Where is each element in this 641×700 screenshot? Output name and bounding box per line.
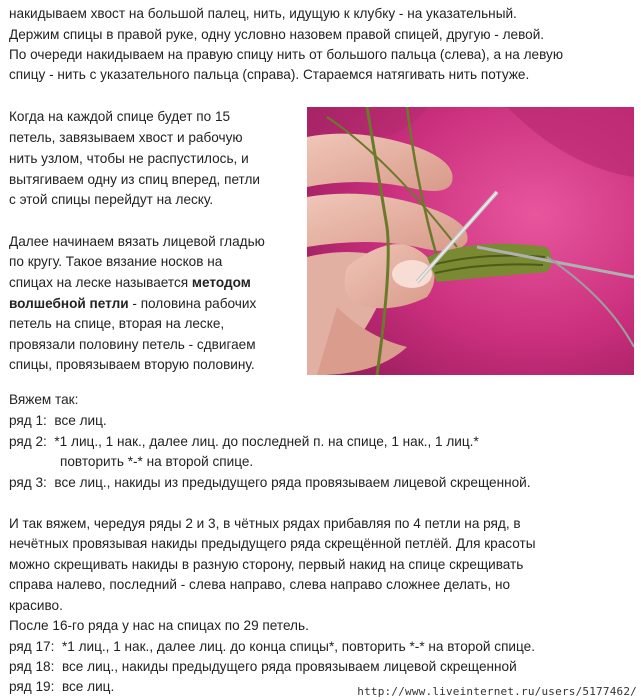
para3-line-5: петель на спице, вторая на леске,: [9, 316, 225, 331]
para2-line-5: с этой спицы перейдут на леску.: [9, 192, 214, 207]
row-1: [9, 411, 107, 431]
para3-line-4: [9, 294, 256, 314]
row-label: ряд 19:: [9, 679, 55, 694]
row-label: ряд 17:: [9, 639, 55, 654]
para3-line-3: [9, 273, 251, 293]
row-text: *1 лиц., 1 нак., далее лиц. до конца спицы*, повторить *-* на второй спице.: [61, 639, 535, 654]
row-text: все лиц.: [54, 413, 107, 428]
para3-line-2: по кругу. Такое вязание носков на: [9, 254, 223, 269]
intro-line-1: накидываем хвост на большой палец, нить, идущую к клубку - на указательный.: [9, 6, 517, 21]
row-19: [9, 677, 114, 697]
para3-line-6: провязали половину петель - сдвигаем: [9, 337, 256, 352]
rows-intro: Вяжем так:: [9, 392, 79, 407]
intro-line-2: Держим спицы в правой руке, одну условно назовем правой спицей, другую - левой.: [9, 27, 545, 42]
row-label: ряд 1:: [9, 413, 47, 428]
row-label: ряд 3:: [9, 475, 47, 490]
intro-line-3: По очереди накидываем на правую спицу нить от большого пальца (слева), а на левую: [9, 47, 564, 62]
row-label: ряд 2:: [9, 434, 47, 449]
para2-line-4: вытягиваем одну из спиц вперед, петли: [9, 172, 261, 187]
row-text: все лиц.: [61, 679, 115, 694]
para4-line-6: После 16-го ряда у нас на спицах по 29 петель.: [9, 618, 309, 633]
knitting-photo: [307, 107, 634, 375]
para2-line-2: петель, завязываем хвост и рабочую: [9, 130, 243, 145]
watermark-url: http://www.liveinternet.ru/users/5177462/: [357, 685, 637, 698]
para3-line-1: Далее начинаем вязать лицевой гладью: [9, 234, 265, 249]
para4-line-2: нечётных провязывая накиды предыдущего ряда скрещённой петлёй. Для красоты: [9, 536, 536, 551]
method-bold: методом: [191, 275, 251, 290]
row-2: [9, 432, 479, 452]
row-18: [9, 657, 517, 677]
row-3: [9, 473, 531, 493]
para4-line-1: И так вяжем, чередуя ряды 2 и 3, в чётных рядах прибавляя по 4 петли на ряд, в: [9, 516, 521, 531]
para4-line-5: красиво.: [9, 598, 63, 613]
para4-line-3: можно скрещивать накиды в разную сторону, первый накид на спице скрещивать: [9, 557, 524, 572]
para3-text: - половина рабочих: [128, 296, 257, 311]
magic-loop-bold: волшебной петли: [9, 296, 129, 311]
para4-line-4: справа налево, последний - слева направо, слева направо сложнее делать, но: [9, 577, 511, 592]
para2-line-3: нить узлом, чтобы не распустилось, и: [9, 151, 249, 166]
row-2-cont: повторить *-* на второй спице.: [60, 454, 254, 469]
row-text: все лиц., накиды из предыдущего ряда провязываем лицевой скрещенной.: [54, 475, 531, 490]
para3-text: спицах на леске называется: [9, 275, 192, 290]
para3-line-7: спицы, провязываем вторую половину.: [9, 357, 255, 372]
knitting-photo-illustration: [307, 107, 634, 375]
row-text: все лиц., накиды предыдущего ряда провязываем лицевой скрещенной: [61, 659, 517, 674]
para2-line-1: Когда на каждой спице будет по 15: [9, 109, 231, 124]
intro-line-4: спицу - нить с указательного пальца (справа). Стараемся натягивать нить потуже.: [9, 67, 530, 82]
row-label: ряд 18:: [9, 659, 55, 674]
row-text: *1 лиц., 1 нак., далее лиц. до последней п. на спице, 1 нак., 1 лиц.*: [54, 434, 479, 449]
row-17: [9, 637, 535, 657]
